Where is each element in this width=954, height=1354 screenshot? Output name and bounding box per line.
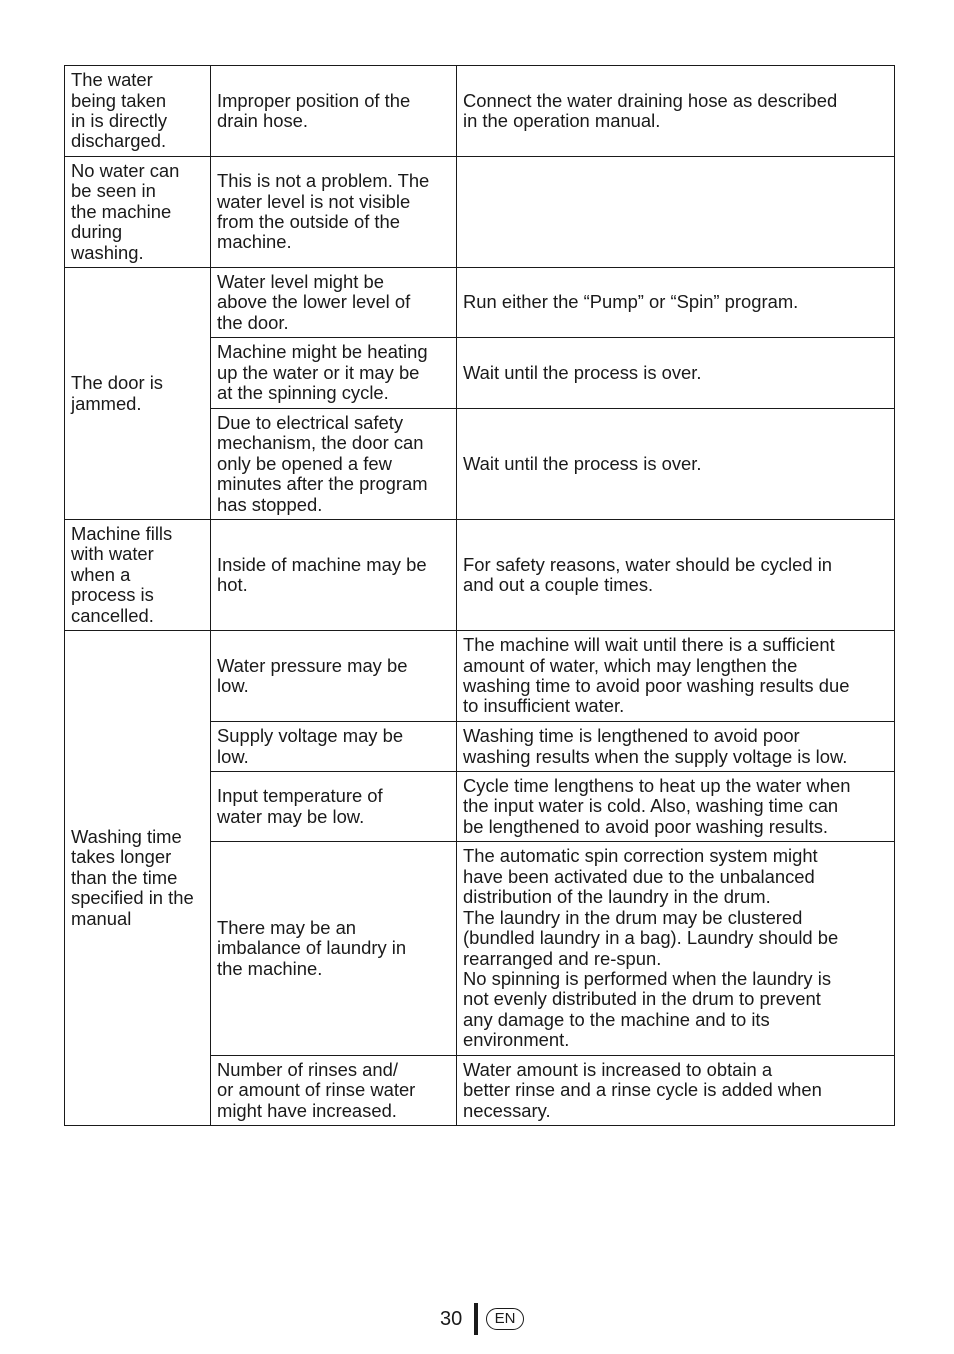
cause-line: from the outside of the <box>217 211 400 232</box>
solution-line: The machine will wait until there is a sufficient <box>463 634 835 656</box>
cause-line: the machine. <box>217 957 323 979</box>
page-number: 30 <box>440 1308 463 1330</box>
cause-cell <box>211 722 457 772</box>
cause-line: Machine might be heating <box>217 341 428 363</box>
solution-cell <box>457 409 895 520</box>
solution-line: Washing time is lengthened to avoid poor <box>463 725 800 747</box>
solution-line: Cycle time lengthens to heat up the water when <box>463 774 851 796</box>
solution-line: For safety reasons, water should be cycled in <box>463 553 833 575</box>
cause-line: imbalance of laundry in <box>217 937 407 959</box>
problem-line: the machine <box>71 200 172 222</box>
problem-line: be seen in <box>71 180 156 202</box>
problem-line: No water can <box>71 159 180 181</box>
cause-cell <box>211 520 457 631</box>
cause-cell <box>211 338 457 409</box>
cause-line: might have increased. <box>217 1099 397 1121</box>
problem-line: takes longer <box>71 846 172 868</box>
solution-cell <box>457 157 895 268</box>
table-row <box>65 66 895 157</box>
solution-line: distribution of the laundry in the drum. <box>463 886 771 908</box>
solution-cell <box>457 842 895 1056</box>
solution-line: be lengthened to avoid poor washing results. <box>463 815 828 837</box>
problem-line: washing. <box>71 241 144 263</box>
cause-cell <box>211 842 457 1056</box>
solution-cell <box>457 631 895 722</box>
solution-line: Wait until the process is over. <box>463 361 702 383</box>
cause-line: low. <box>217 745 249 767</box>
problem-line: discharged. <box>71 130 167 152</box>
cause-line: drain hose. <box>217 110 308 131</box>
solution-line: Wait until the process is over. <box>463 452 702 474</box>
problem-line: Washing time <box>71 825 182 847</box>
solution-line: to insufficient water. <box>463 695 625 717</box>
cause-line: low. <box>217 675 249 696</box>
cause-cell <box>211 268 457 338</box>
problem-line: being taken <box>71 89 167 111</box>
solution-line: Water amount is increased to obtain a <box>463 1058 773 1080</box>
solution-line: rearranged and re-spun. <box>463 947 662 969</box>
cause-line: Input temperature of <box>217 785 383 807</box>
problem-cell <box>65 268 211 520</box>
problem-line: with water <box>71 543 154 565</box>
solution-cell <box>457 772 895 842</box>
cause-line: only be opened a few <box>217 452 392 474</box>
problem-line: when a <box>71 563 131 585</box>
cause-cell <box>211 631 457 722</box>
cause-line: Improper position of the <box>217 89 411 111</box>
problem-line: in is directly <box>71 110 168 131</box>
solution-line: Connect the water draining hose as described <box>463 89 838 111</box>
solution-line: The automatic spin correction system might <box>463 845 818 867</box>
solution-cell <box>457 66 895 157</box>
cause-line: minutes after the program <box>217 473 428 495</box>
cause-line: Supply voltage may be <box>217 725 404 747</box>
cause-line: the door. <box>217 311 289 333</box>
cause-line: water may be low. <box>217 805 365 827</box>
solution-line: (bundled laundry in a bag). Laundry should be <box>463 927 839 949</box>
solution-cell <box>457 722 895 772</box>
cause-line: hot. <box>217 574 248 595</box>
troubleshooting-table <box>64 65 895 1126</box>
problem-line: than the time <box>71 866 178 888</box>
problem-line: Machine fills <box>71 522 173 544</box>
solution-line: better rinse and a rinse cycle is added when <box>463 1079 822 1101</box>
cause-cell <box>211 66 457 157</box>
cause-cell <box>211 772 457 842</box>
footer-divider <box>474 1303 478 1335</box>
cause-line: or amount of rinse water <box>217 1079 416 1101</box>
table-row <box>65 157 895 268</box>
solution-cell <box>457 520 895 631</box>
cause-line: Water pressure may be <box>217 654 408 676</box>
problem-cell <box>65 66 211 157</box>
table-row <box>65 268 895 338</box>
problem-cell <box>65 631 211 1126</box>
solution-line: have been activated due to the unbalanced <box>463 865 815 887</box>
problem-cell <box>65 520 211 631</box>
table-row <box>65 631 895 722</box>
cause-line: Water level might be <box>217 270 384 292</box>
cause-line: Inside of machine may be <box>217 553 427 575</box>
cause-line: above the lower level of <box>217 291 411 313</box>
cause-line: Number of rinses and/ <box>217 1058 398 1080</box>
cause-line: mechanism, the door can <box>217 432 424 454</box>
problem-line: specified in the <box>71 887 194 909</box>
solution-line: the input water is cold. Also, washing time can <box>463 795 839 817</box>
cause-line: has stopped. <box>217 493 323 515</box>
problem-line: manual <box>71 907 132 929</box>
solution-cell <box>457 338 895 409</box>
problem-line: The door is <box>71 372 163 394</box>
table-row <box>65 520 895 631</box>
cause-line: up the water or it may be <box>217 361 420 383</box>
solution-line: No spinning is performed when the laundry is <box>463 967 832 989</box>
problem-line: during <box>71 221 123 243</box>
problem-line: process is <box>71 584 154 606</box>
cause-line: machine. <box>217 231 292 253</box>
solution-line: and out a couple times. <box>463 574 654 595</box>
cause-cell <box>211 1056 457 1126</box>
solution-line: environment. <box>463 1029 570 1051</box>
page-footer <box>0 1303 954 1335</box>
solution-line: washing results when the supply voltage is low. <box>463 745 848 767</box>
solution-line: washing time to avoid poor washing results due <box>463 675 850 696</box>
cause-cell <box>211 157 457 268</box>
solution-cell <box>457 1056 895 1126</box>
solution-line: The laundry in the drum may be clustered <box>463 906 803 928</box>
solution-line: necessary. <box>463 1099 551 1121</box>
cause-line: Due to electrical safety <box>217 411 404 433</box>
cause-line: This is not a problem. The <box>217 170 430 192</box>
cause-cell <box>211 409 457 520</box>
solution-line: amount of water, which may lengthen the <box>463 654 798 676</box>
language-badge: EN <box>486 1308 524 1330</box>
problem-line: The water <box>71 69 153 91</box>
solution-line: Run either the “Pump” or “Spin” program. <box>463 291 799 313</box>
problem-line: jammed. <box>71 392 142 414</box>
solution-cell <box>457 268 895 338</box>
cause-line: There may be an <box>217 916 357 938</box>
problem-cell <box>65 157 211 268</box>
solution-line: not evenly distributed in the drum to prevent <box>463 988 821 1010</box>
solution-line: any damage to the machine and to its <box>463 1008 770 1030</box>
cause-line: water level is not visible <box>217 190 411 212</box>
problem-line: cancelled. <box>71 604 154 626</box>
cause-line: at the spinning cycle. <box>217 382 389 404</box>
solution-line: in the operation manual. <box>463 110 661 131</box>
